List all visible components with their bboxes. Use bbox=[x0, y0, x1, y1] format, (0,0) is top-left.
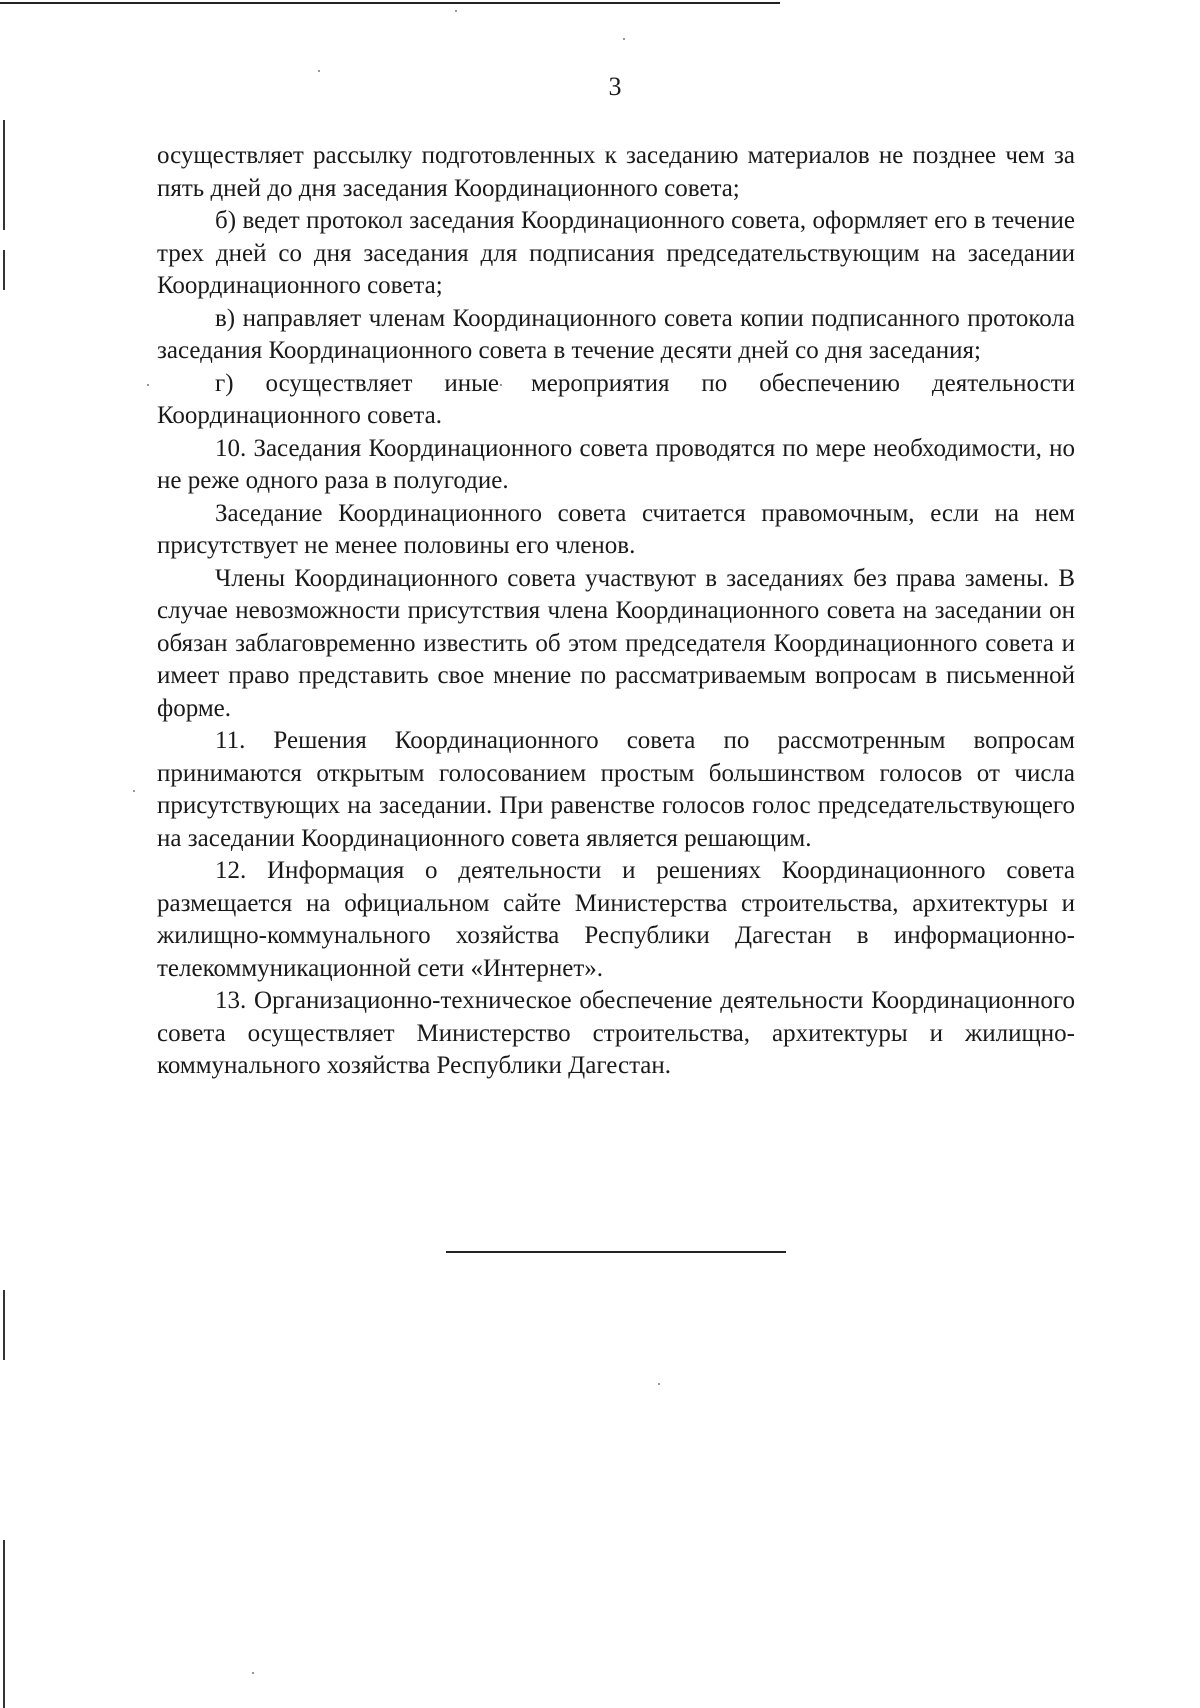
paragraph-mailing-materials: осуществляет рассылку подготовленных к заседанию материалов не позднее чем за пять дней до дня заседания Координационного совета; bbox=[157, 142, 1075, 202]
page-number: 3 bbox=[608, 72, 622, 101]
paragraph-members-participation: Члены Координационного совета участвуют в заседаниях без права замены. В случае невозможности присутствия члена Координационного совета на заседании он обязан заблаговременно известить об этом председателя Координационного совета и имеет право представить свое мнение по рассматриваемым вопросам в письменной форме. bbox=[157, 564, 1075, 722]
paragraph-item-v: в) направляет членам Координационного совета копии подписанного протокола заседания Координационного совета в течение десяти дней со дня заседания; bbox=[157, 304, 1075, 364]
scan-edge-line bbox=[0, 2, 780, 4]
scan-speck bbox=[252, 1672, 254, 1674]
paragraph-item-b: б) ведет протокол заседания Координационного совета, оформляет его в течение трех дней со дня заседания для подписания председательствующим на заседании Координационного совета; bbox=[157, 207, 1075, 299]
scan-speck bbox=[147, 384, 149, 386]
scan-speck bbox=[133, 790, 135, 792]
scan-speck bbox=[658, 1383, 660, 1385]
scan-edge-mark bbox=[3, 1540, 5, 1708]
scan-edge-mark bbox=[3, 120, 5, 230]
document-body bbox=[157, 140, 1075, 1083]
paragraph-clause-11: 11. Решения Координационного совета по рассмотренным вопросам принимаются открытым голосованием простым большинством голосов от числа присутствующих на заседании. При равенстве голосов голос председательствующего на заседании Координационного совета является решающим. bbox=[157, 727, 1075, 852]
scan-edge-mark bbox=[3, 1290, 5, 1360]
end-of-document-rule bbox=[446, 1251, 786, 1253]
paragraph-item-g: г) осуществляет иные мероприятия по обеспечению деятельности Координационного совета. bbox=[157, 369, 1075, 429]
paragraph-clause-13: 13. Организационно-техническое обеспечение деятельности Координационного совета осуществляет Министерство строительства, архитектуры и жилищно-коммунального хозяйства Республики Дагестан. bbox=[157, 987, 1075, 1079]
scan-speck bbox=[455, 10, 457, 12]
scan-edge-mark bbox=[3, 250, 5, 290]
paragraph-quorum: Заседание Координационного совета считается правомочным, если на нем присутствует не менее половины его членов. bbox=[157, 499, 1075, 559]
paragraph-clause-10: 10. Заседания Координационного совета проводятся по мере необходимости, но не реже одного раза в полугодие. bbox=[157, 434, 1075, 494]
paragraph-clause-12: 12. Информация о деятельности и решениях Координационного совета размещается на официальном сайте Министерства строительства, архитектуры и жилищно-коммунального хозяйства Республики Дагестан в информационно-телекоммуникационной сети «Интернет». bbox=[157, 857, 1075, 982]
scan-speck bbox=[623, 38, 625, 40]
